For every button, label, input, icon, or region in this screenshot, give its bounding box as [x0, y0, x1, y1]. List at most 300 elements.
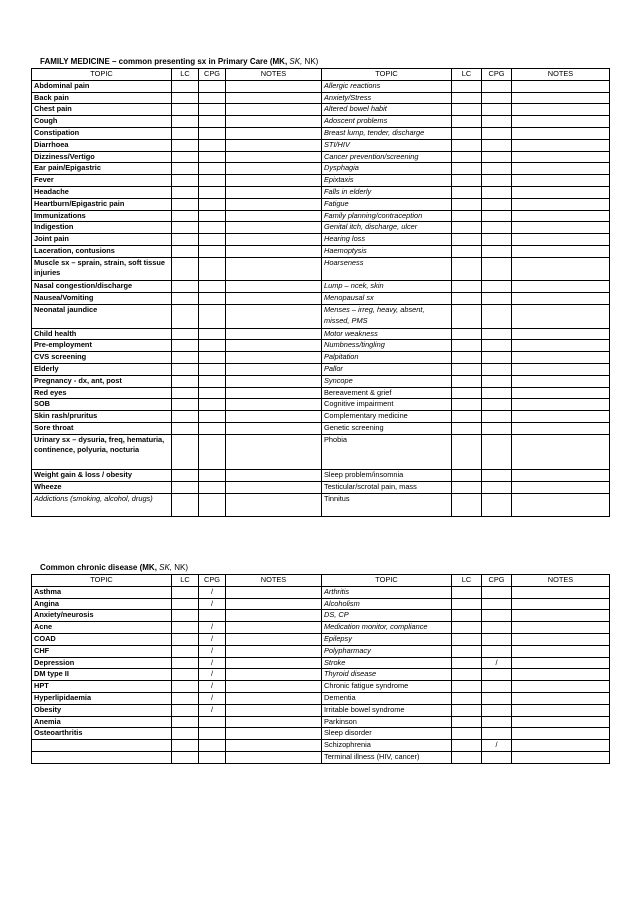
cpg-cell-right — [482, 470, 512, 482]
topic-cell-right: Syncope — [322, 375, 452, 387]
lc-cell-right — [452, 127, 482, 139]
notes-cell-right — [512, 716, 610, 728]
notes-cell-right — [512, 352, 610, 364]
topic-cell-right: Allergic reactions — [322, 80, 452, 92]
column-header: TOPIC — [32, 575, 172, 587]
notes-cell-left — [226, 399, 322, 411]
lc-cell-left — [172, 411, 199, 423]
cpg-cell-left — [199, 434, 226, 469]
notes-cell-left — [226, 657, 322, 669]
cpg-cell-left — [199, 222, 226, 234]
lc-cell-left — [172, 257, 199, 281]
notes-cell-right — [512, 328, 610, 340]
notes-cell-right — [512, 434, 610, 469]
topic-cell-right: Haemoptysis — [322, 245, 452, 257]
lc-cell-left — [172, 610, 199, 622]
lc-cell-left — [172, 293, 199, 305]
notes-cell-left — [226, 151, 322, 163]
cpg-cell-left — [199, 728, 226, 740]
section2-title-part-c: NK) — [172, 563, 189, 572]
topic-cell-left: Laceration, contusions — [32, 245, 172, 257]
topic-cell-left: CVS screening — [32, 352, 172, 364]
table-row — [32, 257, 610, 281]
cpg-cell-right — [482, 704, 512, 716]
lc-cell-left — [172, 352, 199, 364]
topic-cell-left: Angina — [32, 598, 172, 610]
table-row — [32, 633, 610, 645]
topic-cell-left: Indigestion — [32, 222, 172, 234]
section2-title-part-a: Common chronic disease (MK, — [40, 563, 160, 572]
topic-cell-left: Diarrhoea — [32, 139, 172, 151]
table-row — [32, 411, 610, 423]
topic-cell-left: Heartburn/Epigastric pain — [32, 198, 172, 210]
notes-cell-left — [226, 245, 322, 257]
topic-cell-left: Skin rash/pruritus — [32, 411, 172, 423]
lc-cell-left — [172, 481, 199, 493]
topic-cell-right: Pallor — [322, 363, 452, 375]
cpg-cell-left: / — [199, 669, 226, 681]
table-row — [32, 80, 610, 92]
table-row — [32, 245, 610, 257]
cpg-cell-right — [482, 586, 512, 598]
table-row — [32, 657, 610, 669]
table-row — [32, 175, 610, 187]
notes-cell-right — [512, 387, 610, 399]
topic-cell-right: Polypharmacy — [322, 645, 452, 657]
table-row — [32, 692, 610, 704]
cpg-cell-right — [482, 481, 512, 493]
notes-cell-left — [226, 434, 322, 469]
lc-cell-right — [452, 681, 482, 693]
column-header: CPG — [482, 575, 512, 587]
lc-cell-left — [172, 175, 199, 187]
topic-cell-right: Genetic screening — [322, 422, 452, 434]
cpg-cell-left — [199, 340, 226, 352]
table-row — [32, 198, 610, 210]
notes-cell-left — [226, 586, 322, 598]
cpg-cell-right — [482, 728, 512, 740]
notes-cell-right — [512, 210, 610, 222]
topic-cell-right: Lump – ncek, skin — [322, 281, 452, 293]
column-header: LC — [172, 575, 199, 587]
lc-cell-right — [452, 610, 482, 622]
cpg-cell-left — [199, 399, 226, 411]
lc-cell-left — [172, 186, 199, 198]
notes-cell-left — [226, 681, 322, 693]
section1-title-part-a: FAMILY MEDICINE – common presenting sx in Primary Care (MK, — [40, 57, 290, 66]
topic-cell-right: Hoarseness — [322, 257, 452, 281]
notes-cell-right — [512, 127, 610, 139]
lc-cell-right — [452, 352, 482, 364]
lc-cell-left — [172, 340, 199, 352]
topic-cell-left: Wheeze — [32, 481, 172, 493]
cpg-cell-left: / — [199, 598, 226, 610]
cpg-cell-right — [482, 139, 512, 151]
notes-cell-left — [226, 163, 322, 175]
lc-cell-right — [452, 470, 482, 482]
topic-cell-right: Dysphagia — [322, 163, 452, 175]
cpg-cell-right — [482, 622, 512, 634]
cpg-cell-left — [199, 751, 226, 763]
cpg-cell-left — [199, 293, 226, 305]
topic-cell-right: Cognitive impairment — [322, 399, 452, 411]
lc-cell-left — [172, 669, 199, 681]
table-row — [32, 493, 610, 517]
cpg-cell-left — [199, 116, 226, 128]
lc-cell-left — [172, 127, 199, 139]
table-row — [32, 340, 610, 352]
topic-cell-right: Sleep problem/insomnia — [322, 470, 452, 482]
topic-cell-left: Immunizations — [32, 210, 172, 222]
column-header: TOPIC — [322, 575, 452, 587]
cpg-cell-right — [482, 210, 512, 222]
table-row — [32, 751, 610, 763]
topic-cell-left: Fever — [32, 175, 172, 187]
notes-cell-right — [512, 186, 610, 198]
topic-cell-left: Addictions (smoking, alcohol, drugs) — [32, 493, 172, 517]
cpg-cell-right — [482, 669, 512, 681]
topic-cell-right: DS, CP — [322, 610, 452, 622]
topic-cell-left: Constipation — [32, 127, 172, 139]
cpg-cell-left — [199, 234, 226, 246]
topic-cell-right: Terminal illness (HIV, cancer) — [322, 751, 452, 763]
topic-cell-right: Motor weakness — [322, 328, 452, 340]
topic-cell-right: Parkinson — [322, 716, 452, 728]
lc-cell-right — [452, 657, 482, 669]
lc-cell-left — [172, 163, 199, 175]
table-row — [32, 387, 610, 399]
cpg-cell-left — [199, 481, 226, 493]
notes-cell-right — [512, 175, 610, 187]
table-row — [32, 293, 610, 305]
notes-cell-left — [226, 633, 322, 645]
cpg-cell-right: / — [482, 740, 512, 752]
table-row — [32, 681, 610, 693]
notes-cell-left — [226, 198, 322, 210]
table-row — [32, 598, 610, 610]
cpg-cell-left — [199, 411, 226, 423]
topic-cell-right: Schizophrenia — [322, 740, 452, 752]
cpg-cell-right — [482, 281, 512, 293]
notes-cell-left — [226, 375, 322, 387]
column-header: CPG — [199, 69, 226, 81]
notes-cell-right — [512, 470, 610, 482]
topic-cell-left: Urinary sx – dysuria, freq, hematuria, continence, polyuria, nocturia — [32, 434, 172, 469]
cpg-cell-right — [482, 198, 512, 210]
column-header: CPG — [199, 575, 226, 587]
cpg-cell-left — [199, 80, 226, 92]
table-row — [32, 716, 610, 728]
lc-cell-left — [172, 139, 199, 151]
lc-cell-right — [452, 210, 482, 222]
notes-cell-left — [226, 92, 322, 104]
lc-cell-right — [452, 304, 482, 328]
section2-title-part-b: SK, — [159, 563, 173, 572]
cpg-cell-left: / — [199, 704, 226, 716]
lc-cell-right — [452, 716, 482, 728]
topic-cell-left: Joint pain — [32, 234, 172, 246]
notes-cell-left — [226, 304, 322, 328]
cpg-cell-left: / — [199, 633, 226, 645]
lc-cell-right — [452, 728, 482, 740]
table-row — [32, 328, 610, 340]
notes-cell-right — [512, 622, 610, 634]
lc-cell-left — [172, 304, 199, 328]
topic-cell-right: Phobia — [322, 434, 452, 469]
cpg-cell-left — [199, 328, 226, 340]
notes-cell-left — [226, 692, 322, 704]
lc-cell-right — [452, 586, 482, 598]
cpg-cell-right — [482, 293, 512, 305]
notes-cell-right — [512, 399, 610, 411]
cpg-cell-left — [199, 257, 226, 281]
lc-cell-left — [172, 681, 199, 693]
notes-cell-left — [226, 127, 322, 139]
notes-cell-left — [226, 598, 322, 610]
cpg-cell-left — [199, 716, 226, 728]
notes-cell-right — [512, 375, 610, 387]
notes-cell-right — [512, 728, 610, 740]
lc-cell-left — [172, 198, 199, 210]
topic-cell-right: Dementia — [322, 692, 452, 704]
notes-cell-left — [226, 186, 322, 198]
lc-cell-right — [452, 434, 482, 469]
lc-cell-right — [452, 116, 482, 128]
cpg-cell-right — [482, 92, 512, 104]
notes-cell-left — [226, 234, 322, 246]
topic-cell-right: Adoscent problems — [322, 116, 452, 128]
column-header: NOTES — [226, 575, 322, 587]
topic-cell-right: Alcoholism — [322, 598, 452, 610]
topic-cell-right: Epilepsy — [322, 633, 452, 645]
topic-cell-left: Osteoarthritis — [32, 728, 172, 740]
notes-cell-right — [512, 669, 610, 681]
lc-cell-right — [452, 234, 482, 246]
cpg-cell-left — [199, 186, 226, 198]
lc-cell-left — [172, 645, 199, 657]
lc-cell-left — [172, 740, 199, 752]
notes-cell-right — [512, 340, 610, 352]
table-row — [32, 352, 610, 364]
table-row — [32, 375, 610, 387]
notes-cell-right — [512, 293, 610, 305]
table-row — [32, 222, 610, 234]
cpg-cell-right — [482, 610, 512, 622]
topic-cell-right: STI/HIV — [322, 139, 452, 151]
cpg-cell-right — [482, 245, 512, 257]
cpg-cell-right — [482, 716, 512, 728]
topic-cell-right: Complementary medicine — [322, 411, 452, 423]
cpg-cell-left — [199, 363, 226, 375]
lc-cell-right — [452, 598, 482, 610]
cpg-cell-right — [482, 422, 512, 434]
cpg-cell-left — [199, 163, 226, 175]
lc-cell-left — [172, 716, 199, 728]
notes-cell-right — [512, 363, 610, 375]
cpg-cell-right — [482, 352, 512, 364]
column-header: CPG — [482, 69, 512, 81]
lc-cell-left — [172, 422, 199, 434]
cpg-cell-left — [199, 470, 226, 482]
topic-cell-right: Chronic fatigue syndrome — [322, 681, 452, 693]
table-row — [32, 434, 610, 469]
topic-cell-left: HPT — [32, 681, 172, 693]
table-row — [32, 399, 610, 411]
column-header: NOTES — [226, 69, 322, 81]
lc-cell-right — [452, 740, 482, 752]
table-row — [32, 470, 610, 482]
cpg-cell-left — [199, 175, 226, 187]
notes-cell-left — [226, 751, 322, 763]
table-row — [32, 645, 610, 657]
cpg-cell-right — [482, 127, 512, 139]
lc-cell-left — [172, 210, 199, 222]
column-header: TOPIC — [32, 69, 172, 81]
topic-cell-left: Muscle sx – sprain, strain, soft tissue injuries — [32, 257, 172, 281]
topic-cell-left: Pre-employment — [32, 340, 172, 352]
cpg-cell-right: / — [482, 657, 512, 669]
cpg-cell-right — [482, 751, 512, 763]
notes-cell-right — [512, 422, 610, 434]
topic-cell-left: Nasal congestion/discharge — [32, 281, 172, 293]
cpg-cell-left — [199, 375, 226, 387]
lc-cell-right — [452, 340, 482, 352]
topic-cell-left: Red eyes — [32, 387, 172, 399]
topic-cell-left: Back pain — [32, 92, 172, 104]
table-row — [32, 304, 610, 328]
table-row — [32, 610, 610, 622]
table-row — [32, 622, 610, 634]
topic-cell-right: Irritable bowel syndrome — [322, 704, 452, 716]
lc-cell-left — [172, 92, 199, 104]
cpg-cell-right — [482, 681, 512, 693]
notes-cell-right — [512, 481, 610, 493]
table-header-row — [32, 69, 610, 81]
cpg-cell-left: / — [199, 645, 226, 657]
table-row — [32, 669, 610, 681]
lc-cell-left — [172, 80, 199, 92]
lc-cell-left — [172, 245, 199, 257]
cpg-cell-right — [482, 304, 512, 328]
topic-cell-left: SOB — [32, 399, 172, 411]
notes-cell-left — [226, 716, 322, 728]
topic-cell-left — [32, 740, 172, 752]
lc-cell-right — [452, 328, 482, 340]
notes-cell-right — [512, 163, 610, 175]
notes-cell-left — [226, 728, 322, 740]
notes-cell-right — [512, 80, 610, 92]
cpg-cell-left: / — [199, 681, 226, 693]
lc-cell-right — [452, 293, 482, 305]
lc-cell-right — [452, 704, 482, 716]
table-row — [32, 586, 610, 598]
topic-cell-left: COAD — [32, 633, 172, 645]
notes-cell-left — [226, 104, 322, 116]
lc-cell-left — [172, 470, 199, 482]
notes-cell-right — [512, 92, 610, 104]
column-header: NOTES — [512, 575, 610, 587]
cpg-cell-left — [199, 92, 226, 104]
cpg-cell-left — [199, 245, 226, 257]
topic-cell-left: Asthma — [32, 586, 172, 598]
notes-cell-right — [512, 257, 610, 281]
notes-cell-right — [512, 139, 610, 151]
lc-cell-right — [452, 80, 482, 92]
cpg-cell-left: / — [199, 622, 226, 634]
topic-cell-left: Weight gain & loss / obesity — [32, 470, 172, 482]
topic-cell-right: Hearing loss — [322, 234, 452, 246]
cpg-cell-right — [482, 104, 512, 116]
notes-cell-right — [512, 633, 610, 645]
lc-cell-right — [452, 281, 482, 293]
notes-cell-left — [226, 222, 322, 234]
notes-cell-left — [226, 610, 322, 622]
topic-cell-right: Sleep disorder — [322, 728, 452, 740]
lc-cell-right — [452, 186, 482, 198]
topic-cell-left: Hyperlipidaemia — [32, 692, 172, 704]
notes-cell-right — [512, 411, 610, 423]
notes-cell-left — [226, 293, 322, 305]
lc-cell-right — [452, 399, 482, 411]
cpg-cell-left — [199, 387, 226, 399]
notes-cell-left — [226, 281, 322, 293]
notes-cell-left — [226, 740, 322, 752]
topic-cell-left: Ear pain/Epigastric — [32, 163, 172, 175]
notes-cell-right — [512, 304, 610, 328]
section2-title — [40, 563, 188, 573]
topic-cell-right: Numbness/tingling — [322, 340, 452, 352]
notes-cell-right — [512, 740, 610, 752]
topic-cell-left: Depression — [32, 657, 172, 669]
lc-cell-right — [452, 198, 482, 210]
notes-cell-right — [512, 598, 610, 610]
chronic-disease-table — [31, 574, 610, 764]
notes-cell-left — [226, 411, 322, 423]
notes-cell-right — [512, 222, 610, 234]
column-header: NOTES — [512, 69, 610, 81]
topic-cell-right: Tinnitus — [322, 493, 452, 517]
notes-cell-right — [512, 657, 610, 669]
lc-cell-left — [172, 328, 199, 340]
topic-cell-right: Thyroid disease — [322, 669, 452, 681]
lc-cell-right — [452, 363, 482, 375]
notes-cell-left — [226, 116, 322, 128]
column-header: LC — [452, 575, 482, 587]
topic-cell-right: Altered bowel habit — [322, 104, 452, 116]
cpg-cell-right — [482, 257, 512, 281]
cpg-cell-right — [482, 692, 512, 704]
topic-cell-left: DM type II — [32, 669, 172, 681]
notes-cell-right — [512, 610, 610, 622]
lc-cell-left — [172, 657, 199, 669]
lc-cell-right — [452, 751, 482, 763]
table-row — [32, 92, 610, 104]
topic-cell-right: Arthritis — [322, 586, 452, 598]
cpg-cell-right — [482, 363, 512, 375]
notes-cell-right — [512, 151, 610, 163]
lc-cell-left — [172, 598, 199, 610]
notes-cell-right — [512, 493, 610, 517]
cpg-cell-right — [482, 340, 512, 352]
lc-cell-left — [172, 493, 199, 517]
notes-cell-right — [512, 104, 610, 116]
topic-cell-right: Genital itch, discharge, ulcer — [322, 222, 452, 234]
notes-cell-left — [226, 210, 322, 222]
lc-cell-right — [452, 222, 482, 234]
notes-cell-left — [226, 493, 322, 517]
topic-cell-left: Acne — [32, 622, 172, 634]
topic-cell-left — [32, 751, 172, 763]
